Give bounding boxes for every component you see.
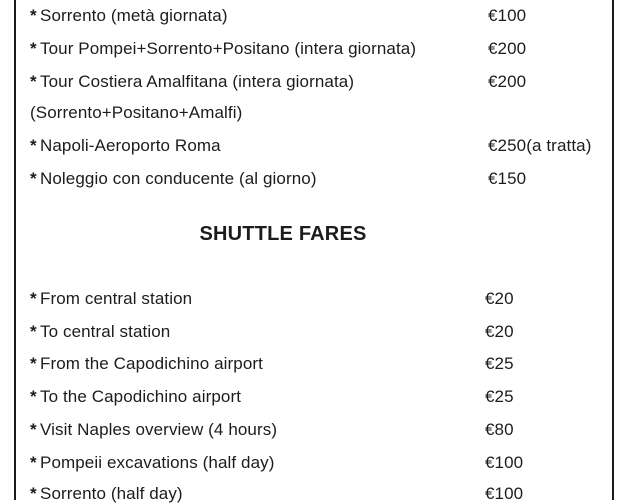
tour-price: €150 [488,169,527,188]
bullet-star: * [30,289,37,308]
tour-price: €100 [488,6,527,25]
bullet-star: * [30,322,37,341]
fare-price: €25 [485,387,514,406]
fare-price: €80 [485,420,514,439]
fare-label: From central station [40,289,193,308]
fare-label: To central station [40,322,171,341]
fare-price: €20 [485,289,514,308]
bullet-star: * [30,453,37,472]
right-border [612,0,614,500]
section-heading: SHUTTLE FARES [199,223,367,245]
tour-label: Napoli-Aeroporto Roma [40,136,221,155]
fare-price: €20 [485,322,514,341]
tour-label: Noleggio con conducente (al giorno) [40,169,317,188]
bullet-star: * [30,354,37,373]
fare-price: €25 [485,354,514,373]
tour-label: Tour Costiera Amalfitana (intera giornata) [40,72,355,91]
tour-price: €250(a tratta) [488,136,592,155]
bullet-star: * [30,420,37,439]
tour-price: €200 [488,72,527,91]
fare-label: Sorrento (half day) [40,484,183,503]
tour-label: Sorrento (metà giornata) [40,6,228,25]
fare-label: Visit Naples overview (4 hours) [40,420,278,439]
bullet-star: * [30,169,37,188]
fare-label: Pompeii excavations (half day) [40,453,275,472]
bullet-star: * [30,484,37,503]
bullet-star: * [30,387,37,406]
tour-price: €200 [488,39,527,58]
fare-label: From the Capodichino airport [40,354,263,373]
fare-label: To the Capodichino airport [40,387,242,406]
fare-price: €100 [485,453,524,472]
tour-label: Tour Pompei+Sorrento+Positano (intera giornata) [40,39,417,58]
bullet-star: * [30,39,37,58]
bullet-star: * [30,136,37,155]
fare-price: €100 [485,484,524,503]
bullet-star: * [30,72,37,91]
tour-label-continuation: (Sorrento+Positano+Amalfi) [30,103,243,122]
left-border [14,0,16,500]
bullet-star: * [30,6,37,25]
